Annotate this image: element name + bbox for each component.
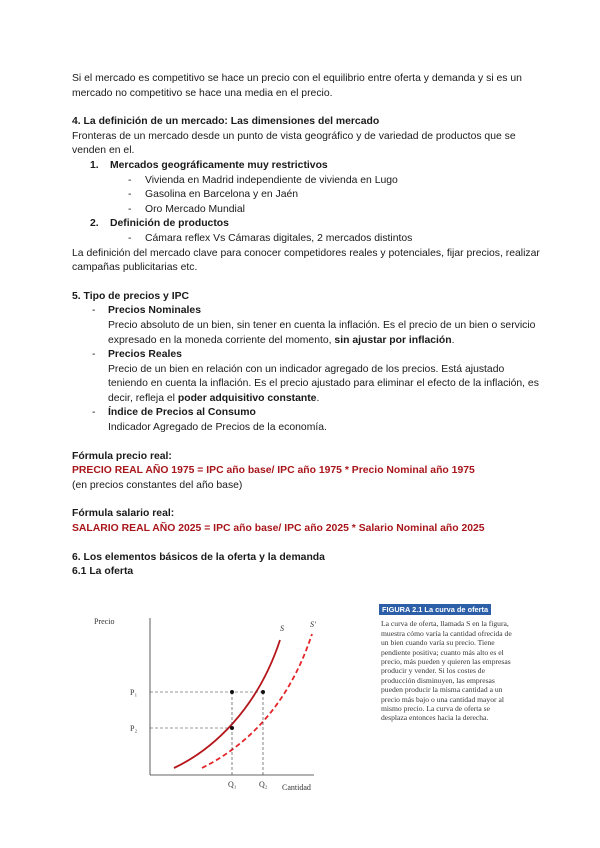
caption-heading: FIGURA 2.1 La curva de oferta [379, 604, 491, 615]
price-type-ipc: - Índice de Precios al Consumo Indicador Agregado de Precios de la economía. [72, 406, 542, 435]
section-6-title: 6. Los elementos básicos de la oferta y la demanda [72, 551, 325, 563]
list-item: - Gasolina en Barcelona y en Jaén [128, 189, 299, 201]
ipc-description: Indicador Agregado de Precios de la economía. [108, 422, 327, 434]
formula-salario: SALARIO REAL AÑO 2025 = IPC año base/ IPC año 2025 * Salario Nominal año 2025 [72, 523, 485, 535]
list-number: 1. [90, 159, 99, 171]
supply-curve-s [174, 640, 280, 768]
market-item-2-title: Definición de productos [110, 218, 229, 230]
market-item-1 [72, 159, 542, 174]
curve-s-label: S [280, 624, 284, 633]
intro-paragraph: Si el mercado es competitivo se hace un precio con el equilibrio entre oferta y demanda y si es un mercado no competitivo se hace una media en el precio. [72, 73, 522, 99]
market-item-1-title: Mercados geográficamente muy restrictivos [110, 159, 328, 171]
p1-label: P₁ [130, 688, 138, 697]
point-p1-q1 [230, 690, 234, 694]
formula-salario-label: Fórmula salario real: [72, 508, 175, 520]
list-item: - Oro Mercado Mundial [128, 203, 245, 215]
list-item: - Vivienda en Madrid independiente de vivienda en Lugo [128, 174, 398, 186]
formula-precio-note: (en precios constantes del año base) [72, 479, 243, 491]
market-item-1-sublist [72, 174, 542, 218]
p2-label: P₂ [130, 724, 138, 733]
list-number: 2. [90, 218, 99, 230]
caption-text: La curva de oferta, llamada S en la figura, muestra cómo varía la cantidad ofrecida de un bien cuando varía su precio. Tiene pendiente positiva; cuanto más alto es el precio, más pueden y quieren las empresas producir y vender. Si los costes de producción disminuyen, las empresas pueden producir la misma cantidad a un precio más bajo o una cantidad mayor al mismo precio. La curva de oferta se desplaza entonces hacia la derecha. [381, 619, 512, 723]
x-axis-label: Cantidad [282, 783, 311, 792]
price-type-nominal: - Precios Nominales Precio absoluto de un bien, sin tener en cuenta la inflación. Es el precio de un bien o servicio expresado en la moneda corriente del momento, sin ajustar por inflación. [72, 304, 542, 348]
real-title: Precios Reales [108, 349, 182, 361]
y-axis-label: Precio [94, 617, 115, 626]
section-6-1-title: 6.1 La oferta [72, 566, 134, 578]
market-item-2 [72, 217, 542, 232]
real-description: Precio de un bien en relación con un indicador agregado de los precios. Está ajustado teniendo en cuenta la inflación. Es el precio ajustado para eliminar el efecto de la inflación, es decir, refleja el poder adquisitivo constante. [108, 363, 539, 404]
supply-chart [82, 600, 382, 802]
point-p2-q1 [230, 726, 234, 730]
q2-label: Q₂ [259, 780, 268, 789]
supply-curve-figure [82, 600, 518, 802]
formula-precio: PRECIO REAL AÑO 1975 = IPC año base/ IPC año 1975 * Precio Nominal año 1975 [72, 465, 475, 477]
list-item: - Cámara reflex Vs Cámaras digitales, 2 mercados distintos [128, 232, 413, 244]
nominal-description: Precio absoluto de un bien, sin tener en cuenta la inflación. Es el precio de un bien o servicio expresado en la moneda corriente del momento, sin ajustar por inflación. [108, 319, 536, 346]
formula-precio-label: Fórmula precio real: [72, 450, 172, 462]
market-list-2 [72, 217, 542, 232]
q1-label: Q₁ [228, 780, 237, 789]
section-4-title: 4. La definición de un mercado: Las dimensiones del mercado [72, 116, 380, 128]
section-4-closing: La definición del mercado clave para conocer competidores reales y potenciales, fijar precios, realizar campañas publicitarias etc. [72, 247, 540, 274]
point-p1-q2 [261, 690, 265, 694]
price-type-real: - Precios Reales Precio de un bien en relación con un indicador agregado de los precios. Está ajustado teniendo en cuenta la inflación. Es el precio ajustado para eliminar el efecto de la inflación, es decir, refleja el poder adquisitivo constante. [72, 348, 542, 406]
document-page [72, 72, 542, 580]
ipc-title: Índice de Precios al Consumo [108, 407, 256, 419]
section-4-body: Fronteras de un mercado desde un punto de vista geográfico y de variedad de productos que se venden en el. [72, 130, 516, 157]
market-item-2-sublist [72, 232, 542, 247]
nominal-title: Precios Nominales [108, 305, 201, 317]
curve-s2-label: S' [310, 620, 316, 629]
figure-caption [379, 604, 518, 754]
section-5-title: 5. Tipo de precios y IPC [72, 290, 190, 302]
market-list [72, 159, 542, 174]
supply-curve-s-prime [202, 634, 312, 768]
